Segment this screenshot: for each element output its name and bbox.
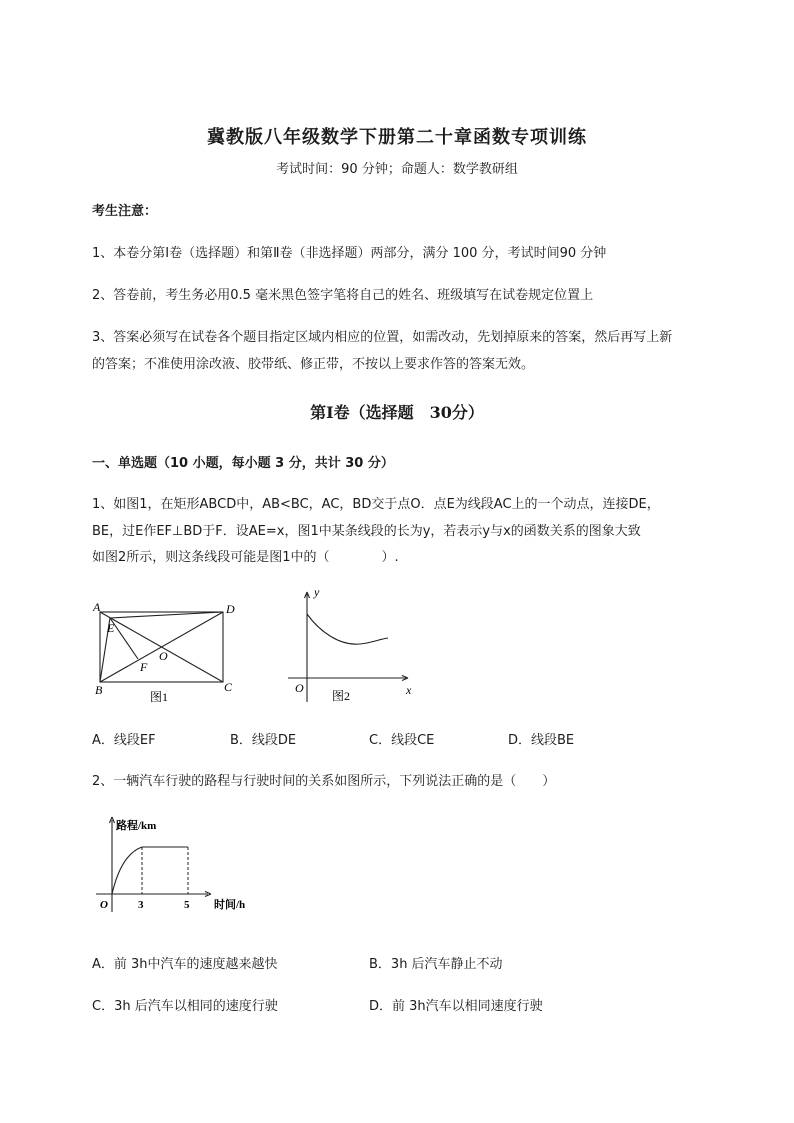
q1-option-d[interactable]: D．线段BE (508, 733, 575, 748)
label-O: O (159, 649, 168, 663)
notice-heading: 考生注意： (92, 204, 158, 219)
label-D: D (226, 602, 235, 616)
label-E: E (107, 621, 115, 635)
axis-x-label: x (406, 683, 412, 697)
q2-option-c[interactable]: C．3h 后汽车以相同的速度行驶 (92, 999, 278, 1014)
graph-tick-5: 5 (184, 899, 190, 911)
question-2-stem: 2、一辆汽车行驶的路程与行驶时间的关系如图所示，下列说法正确的是（ ） (92, 774, 556, 789)
q2-option-b[interactable]: B．3h 后汽车静止不动 (369, 957, 503, 972)
axis-y-label: y (314, 585, 320, 599)
question-1-line-2: BE，过E作EF⊥BD于F．设AE=x，图1中某条线段的长为y，若表示y与x的函数关系的图象大致 (92, 524, 641, 539)
label-A: A (93, 600, 101, 614)
part-heading: 一、单选题（10 小题，每小题 3 分，共计 30 分） (92, 456, 394, 471)
q2-option-a[interactable]: A．前 3h中汽车的速度越来越快 (92, 957, 278, 972)
notice-item-2: 2、答卷前，考生务必用0.5 毫米黑色签字笔将自己的姓名、班级填写在试卷规定位置上 (92, 288, 594, 303)
graph-tick-3: 3 (138, 899, 144, 911)
figure-1-caption: 图1 (150, 690, 169, 704)
section-title: 第Ⅰ卷（选择题 30分） (310, 403, 484, 422)
question-1-line-1: 1、如图1，在矩形ABCD中，AB<BC，AC，BD交于点O．点E为线段AC上的一个动点，连接DE， (92, 497, 660, 512)
notice-item-1: 1、本卷分第Ⅰ卷（选择题）和第Ⅱ卷（非选择题）两部分，满分 100 分，考试时间90 分钟 (92, 246, 607, 261)
label-C: C (224, 680, 233, 694)
label-F: F (140, 660, 148, 674)
q1-option-a[interactable]: A．线段EF (92, 733, 156, 748)
figure-2-graph (280, 584, 420, 708)
exam-info: 考试时间：90 分钟；命题人：数学教研组 (276, 162, 518, 177)
notice-item-3-cont: 的答案；不准使用涂改液、胶带纸、修正带，不按以上要求作答的答案无效。 (92, 357, 535, 372)
graph-origin-label: O (100, 899, 108, 911)
label-B: B (95, 683, 103, 697)
page-title: 冀教版八年级数学下册第二十章函数专项训练 (207, 127, 587, 148)
notice-item-3: 3、答案必须写在试卷各个题目指定区域内相应的位置，如需改动，先划掉原来的答案，然后再写上新 (92, 330, 673, 345)
figure-3-distance-time-graph (90, 812, 260, 922)
figure-2-caption: 图2 (332, 689, 351, 703)
q1-option-b[interactable]: B．线段DE (230, 733, 297, 748)
question-1-line-3: 如图2所示，则这条线段可能是图1中的（ ）. (92, 550, 399, 565)
graph-y-axis-label: 路程/km (116, 820, 157, 832)
figure-1-rectangle (88, 596, 248, 708)
q1-option-c[interactable]: C．线段CE (369, 733, 435, 748)
q2-option-d[interactable]: D．前 3h汽车以相同速度行驶 (369, 999, 543, 1014)
graph-x-axis-label: 时间/h (214, 899, 246, 911)
origin-label: O (295, 681, 304, 695)
